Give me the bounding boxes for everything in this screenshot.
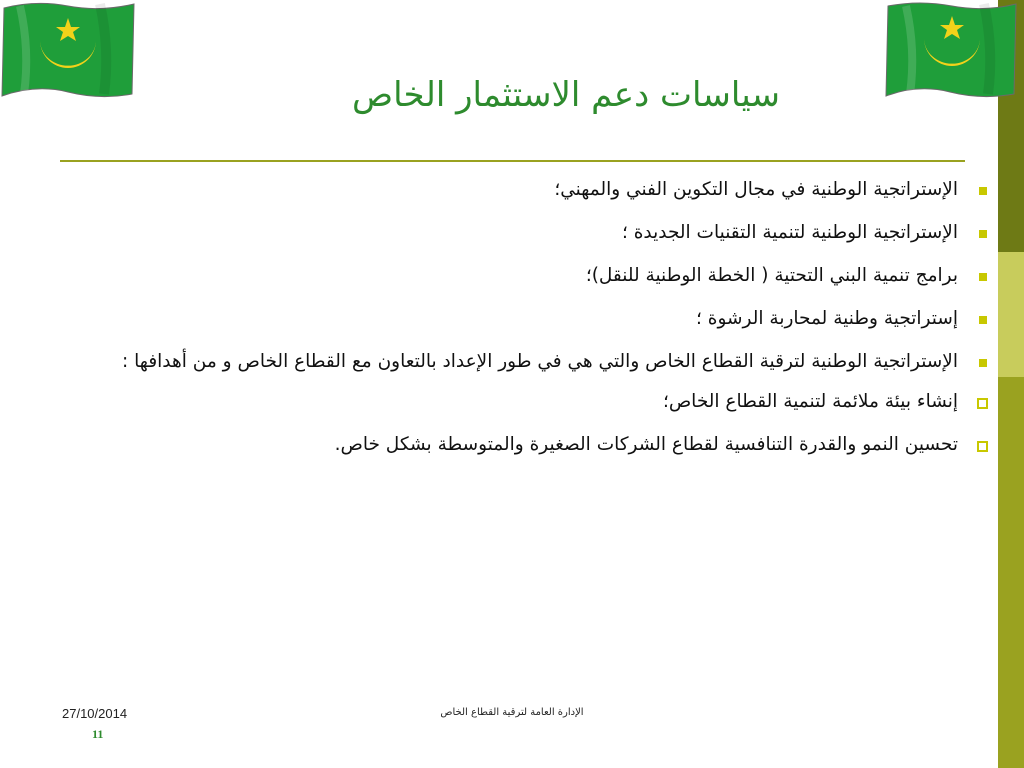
side-strip-mid	[998, 377, 1024, 768]
page-number: 11	[92, 727, 104, 741]
bullet-item	[50, 307, 990, 331]
bullet-text: إستراتجية وطنية لمحاربة الرشوة ؛	[696, 308, 958, 329]
bullet-text: برامج تنمية البني التحتية ( الخطة الوطنية للنقل)؛	[585, 265, 958, 286]
bullet-item	[50, 264, 990, 288]
slide-title: سياسات دعم الاستثمار الخاص	[352, 75, 780, 115]
sub-bullet-item	[50, 433, 990, 457]
bullet-text: تحسين النمو والقدرة التنافسية لقطاع الشركات الصغيرة والمتوسطة بشكل خاص.	[334, 434, 958, 455]
bullet-item	[50, 350, 990, 374]
sub-bullet-item	[50, 390, 990, 414]
side-strip-light	[998, 252, 1024, 377]
hollow-square-bullet-icon	[977, 398, 988, 409]
square-bullet-icon	[979, 273, 987, 281]
bullet-text: إنشاء بيئة ملائمة لتنمية القطاع الخاص؛	[662, 391, 958, 412]
hollow-square-bullet-icon	[977, 441, 988, 452]
footer-date: 27/10/2014	[62, 706, 128, 721]
bullet-item	[50, 178, 990, 202]
mauritania-flag-icon	[884, 0, 1018, 100]
bullet-list	[50, 178, 990, 476]
bullet-text: الإستراتجية الوطنية في مجال التكوين الفني والمهني؛	[554, 179, 958, 200]
footer-organization: الإدارة العامة لترقية القطاع الخاص	[440, 707, 584, 718]
title-divider	[60, 160, 965, 162]
mauritania-flag-icon	[0, 0, 136, 100]
square-bullet-icon	[979, 187, 987, 195]
square-bullet-icon	[979, 316, 987, 324]
square-bullet-icon	[979, 230, 987, 238]
square-bullet-icon	[979, 359, 987, 367]
bullet-text: الإستراتجية الوطنية لترقية القطاع الخاص والتي هي في طور الإعداد بالتعاون مع القطاع الخاص و من أهدافها :	[122, 351, 958, 372]
bullet-item	[50, 221, 990, 245]
bullet-text: الإستراتجية الوطنية لتنمية التقنيات الجديدة ؛	[621, 222, 958, 243]
